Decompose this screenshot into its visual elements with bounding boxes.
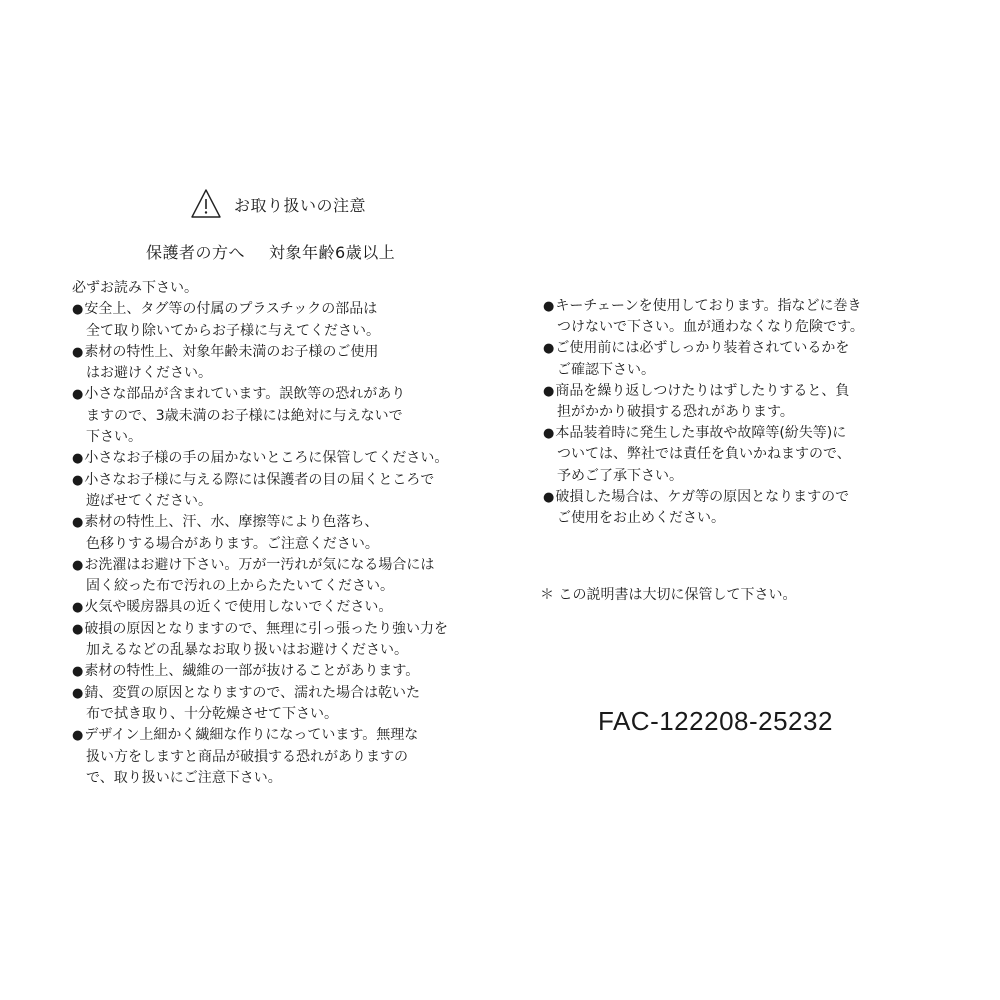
- warning-triangle-icon: [190, 188, 222, 220]
- bullet-item: ● 小さなお子様の手の届かないところに保管してください。: [72, 448, 448, 469]
- text-line: ついては、弊社では責任を負いかねますので、: [557, 446, 851, 463]
- subtitle: [146, 240, 395, 263]
- bullet-item: ● 破損した場合は、ケガ等の原因となりますので: [543, 487, 864, 508]
- text-line: 固く絞った布で汚れの上からたたいてください。: [86, 578, 394, 595]
- text-line: で、取り扱いにご注意下さい。: [86, 769, 282, 786]
- bullet-item: ● デザイン上細かく繊細な作りになっています。無理な: [72, 725, 448, 746]
- bullet-item: ● 小さな部品が含まれています。誤飲等の恐れがあり: [72, 384, 448, 405]
- text-line: 担がかかり破損する恐れがあります。: [557, 403, 794, 420]
- text-line: 下さい。: [86, 429, 142, 446]
- header: [190, 186, 610, 222]
- product-code: FAC-122208-25232: [598, 706, 833, 736]
- text-line: 布で拭き取り、十分乾燥させて下さい。: [86, 705, 338, 722]
- text-line: つけないで下さい。血が通わなくなり危険です。: [557, 319, 864, 336]
- right-instructions: [543, 296, 864, 529]
- bullet-item: ● ご使用前には必ずしっかり装着されているかを: [543, 338, 864, 359]
- bullet-item: ● 素材の特性上、対象年齢未満のお子様のご使用: [72, 342, 448, 363]
- text-line: ますので、3歳未満のお子様には絶対に与えないで: [86, 407, 403, 424]
- audience-label: 保護者の方へ: [146, 243, 246, 262]
- text-line: 予めご了承下さい。: [557, 467, 683, 484]
- bullet-item: ● 素材の特性上、汗、水、摩擦等により色落ち、: [72, 512, 448, 533]
- text-line: 必ずお読み下さい。: [72, 280, 198, 296]
- text-line: ご使用をお止めください。: [557, 509, 725, 526]
- left-instructions: [72, 278, 448, 789]
- page-title: お取り扱いの注意: [234, 195, 367, 215]
- text-line: ご確認下さい。: [557, 361, 655, 378]
- bullet-item: ● キーチェーンを使用しております。指などに巻き: [543, 296, 864, 317]
- age-target-label: 対象年齢6歳以上: [269, 243, 396, 262]
- bullet-item: ● 商品を繰り返しつけたりはずしたりすると、負: [543, 381, 864, 402]
- text-line: 扱い方をしますと商品が破損する恐れがありますの: [86, 748, 408, 765]
- text-line: はお避けください。: [86, 365, 212, 382]
- bullet-item: ● 錆、変質の原因となりますので、濡れた場合は乾いた: [72, 683, 448, 704]
- bullet-item: ● 安全上、タグ等の付属のプラスチックの部品は: [72, 299, 448, 320]
- storage-note: ＊ この説明書は大切に保管して下さい。: [540, 587, 797, 603]
- text-line: 色移りする場合があります。ご注意ください。: [86, 535, 379, 552]
- bullet-item: ● 火気や暖房器具の近くで使用しないでください。: [72, 597, 448, 618]
- bullet-item: ● お洗濯はお避け下さい。万が一汚れが気になる場合には: [72, 555, 448, 576]
- bullet-item: ● 素材の特性上、繊維の一部が抜けることがあります。: [72, 661, 448, 682]
- text-line: 全て取り除いてからお子様に与えてください。: [86, 322, 380, 339]
- text-line: 加えるなどの乱暴なお取り扱いはお避けください。: [86, 642, 408, 659]
- text-line: 遊ばせてください。: [86, 492, 212, 509]
- bullet-item: ● 本品装着時に発生した事故や故障等(紛失等)に: [543, 423, 864, 444]
- bullet-item: ● 小さなお子様に与える際には保護者の目の届くところで: [72, 470, 448, 491]
- bullet-item: ● 破損の原因となりますので、無理に引っ張ったり強い力を: [72, 619, 448, 640]
